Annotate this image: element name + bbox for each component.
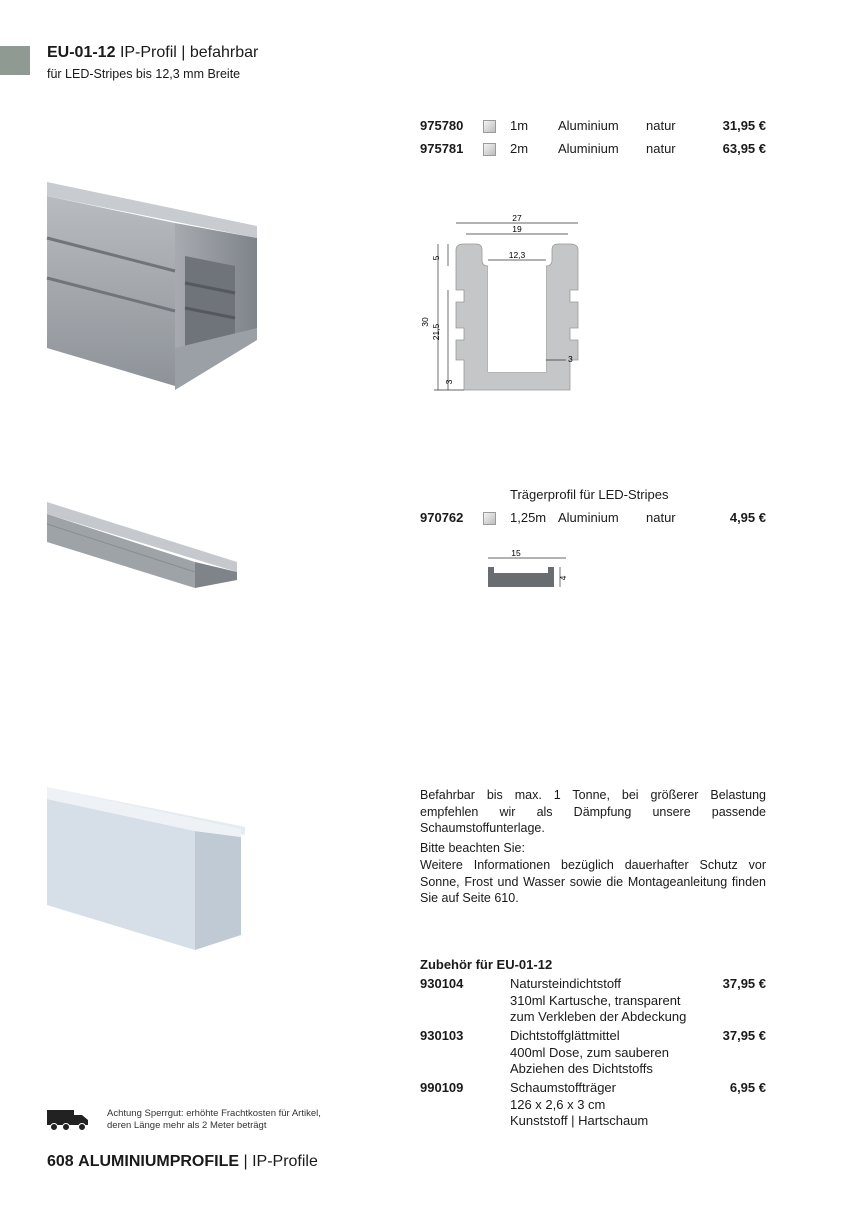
- accessory-detail: zum Verkleben der Abdeckung: [510, 1009, 687, 1024]
- accessories-heading: Zubehör für EU-01-12: [420, 957, 553, 972]
- subsection-name: | IP-Profile: [243, 1153, 318, 1170]
- accessory-detail: Abziehen des Dichtstoffs: [510, 1061, 653, 1076]
- product-code: EU-01-12: [47, 44, 116, 61]
- page-footer: [47, 1153, 318, 1171]
- dim-top-height: 5: [431, 255, 441, 261]
- color-swatch: [483, 512, 496, 525]
- accessory-detail: 126 x 2,6 x 3 cm: [510, 1096, 606, 1112]
- dim-mid-height: 21,5: [431, 323, 441, 341]
- accessory-detail: 400ml Dose, zum sauberen: [510, 1044, 669, 1060]
- article-number: 930103: [420, 1028, 464, 1043]
- dim-channel-width: 12,3: [508, 250, 526, 260]
- color-swatch: [483, 120, 496, 133]
- section-tab: [0, 46, 30, 75]
- accessory-item: [420, 1028, 766, 1078]
- accessory-detail: 310ml Kartusche, transparent: [510, 992, 681, 1008]
- length: 1m: [510, 118, 529, 133]
- dim-base-height: 3: [444, 379, 454, 385]
- product-title: IP-Profil | befahrbar: [119, 44, 259, 61]
- length: 1,25m: [510, 510, 547, 525]
- shipping-notice: [107, 1108, 347, 1132]
- shipping-notice-line: Achtung Sperrgut: erhöhte Frachtkosten für Artikel,: [107, 1108, 321, 1119]
- dim-total-height: 30: [420, 317, 430, 327]
- page-title: [47, 44, 258, 62]
- material: Aluminium: [558, 141, 619, 156]
- dim-wall: 3: [568, 354, 573, 364]
- profile-cross-section: [418, 210, 593, 395]
- page-number: 608: [47, 1153, 74, 1170]
- material: Aluminium: [558, 510, 619, 525]
- dim-outer-width: 27: [512, 213, 522, 223]
- article-number: 970762: [420, 510, 464, 525]
- finish: natur: [646, 141, 676, 156]
- attention-title: Bitte beachten Sie:: [420, 841, 525, 855]
- product-row: [420, 141, 766, 159]
- accessory-item: [420, 1080, 766, 1130]
- dim-inner-width: 19: [512, 224, 522, 234]
- price: 37,95 €: [722, 976, 766, 991]
- color-swatch: [483, 143, 496, 156]
- accessory-name: Schaumstoffträger: [510, 1080, 616, 1095]
- shipping-notice-line: deren Länge mehr als 2 Meter beträgt: [107, 1120, 267, 1131]
- finish: natur: [646, 118, 676, 133]
- carrier-heading: Trägerprofil für LED-Stripes: [510, 487, 669, 502]
- price: 37,95 €: [722, 1028, 766, 1043]
- dim-carrier-height: 4: [558, 575, 568, 581]
- finish: natur: [646, 510, 676, 525]
- price: 4,95 €: [729, 510, 766, 525]
- article-number: 975780: [420, 118, 464, 133]
- accessory-detail: Kunststoff | Hartschaum: [510, 1113, 649, 1128]
- price: 31,95 €: [722, 118, 766, 133]
- article-number: 930104: [420, 976, 464, 991]
- load-note: Befahrbar bis max. 1 Tonne, bei größerer Belastung empfehlen wir als Dämpfung unsere passende Schaumstoffunterlage.: [420, 788, 766, 835]
- article-number: 990109: [420, 1080, 464, 1095]
- article-number: 975781: [420, 141, 464, 156]
- dim-carrier-width: 15: [511, 548, 521, 558]
- truck-icon: [46, 1108, 90, 1132]
- length: 2m: [510, 141, 529, 156]
- attention-text: Weitere Informationen bezüglich dauerhafter Schutz vor Sonne, Frost und Wasser sowie die Montageanleitung finden Sie auf Seite 610.: [420, 858, 766, 905]
- carrier-cross-section: [476, 545, 576, 593]
- page-subtitle: für LED-Stripes bis 12,3 mm Breite: [47, 67, 241, 81]
- section-name: ALUMINIUMPROFILE: [78, 1153, 240, 1170]
- price: 63,95 €: [722, 141, 766, 156]
- carrier-row: [420, 510, 766, 528]
- material: Aluminium: [558, 118, 619, 133]
- accessory-name: Dichtstoffglättmittel: [510, 1028, 620, 1043]
- accessory-name: Natursteindichtstoff: [510, 976, 622, 991]
- carrier-photo: [45, 500, 240, 595]
- price: 6,95 €: [729, 1080, 766, 1095]
- product-row: [420, 118, 766, 136]
- accessory-item: [420, 976, 766, 1026]
- profile-photo: [45, 178, 265, 393]
- foam-photo: [45, 785, 245, 955]
